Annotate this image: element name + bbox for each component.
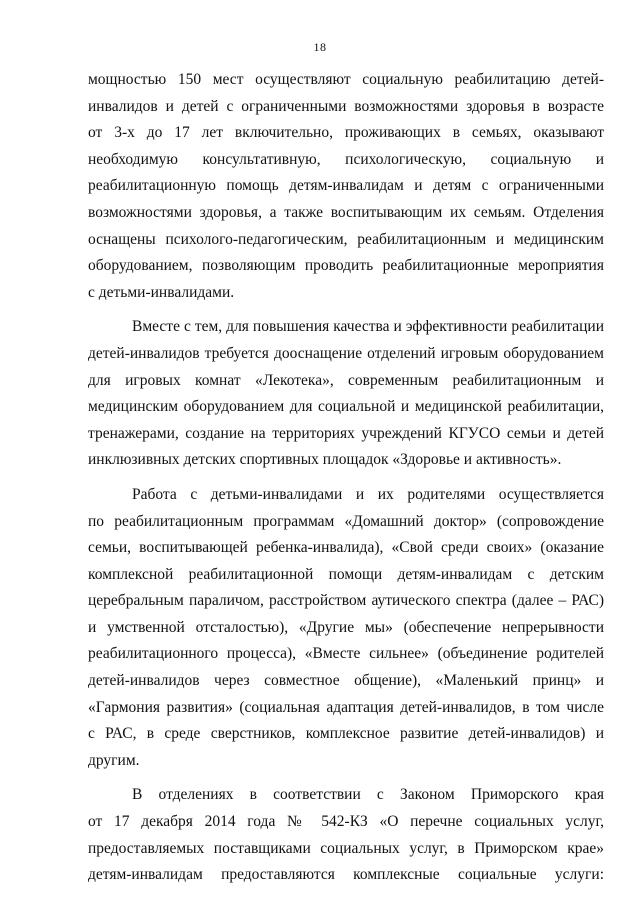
text-line: В отделениях в соответствии с Законом Приморского края [132,786,604,804]
text-line: мощностью 150 мест осуществляют социальную реабилитацию детей- [88,71,604,88]
text-line: инклюзивных детских спортивных площадок «Здоровье и активность». [88,451,562,469]
text-line: «Гармония развития» (социальная адаптация детей-инвалидов, в том числе [88,698,604,716]
text-line: с детьми-инвалидами. [88,283,235,301]
page-number: 18 [313,40,327,54]
text-line: с РАС, в среде сверстников, комплексное развитие детей-инвалидов) и [88,725,604,743]
text-line: Вместе с тем, для повышения качества и эффективности реабилитации [132,318,604,336]
text-line: для игровых комнат «Лекотека», современным реабилитационным и [88,371,604,389]
text-line: детей-инвалидов требуется дооснащение отделений игровым оборудованием [88,344,604,362]
paragraph-2 [88,314,604,474]
text-line: от 17 декабря 2014 года № 542-КЗ «О перечне социальных услуг, [88,813,604,831]
paragraph-4 [88,782,604,888]
text-line: другим. [88,751,140,769]
text-line: и умственной отсталостью), «Другие мы» (обеспечение непрерывности [88,618,604,636]
text-line: реабилитационную помощь детям-инвалидам и детям с ограниченными [88,177,604,195]
text-line: необходимую консультативную, психологическую, социальную и [88,150,604,168]
text-line: оборудованием, позволяющим проводить реабилитационные мероприятия [88,257,604,275]
text-line: детям-инвалидам предоставляются комплексные социальные услуги: [88,866,604,884]
text-line: Работа с детьми-инвалидами и их родителями осуществляется [132,485,604,503]
paragraph-1 [88,67,604,306]
text-line: детей-инвалидов через совместное общение), «Маленький принц» и [88,672,604,690]
text-line: комплексной реабилитационной помощи детям-инвалидам с детским [88,565,604,583]
text-line: семьи, воспитывающей ребенка-инвалида), «Свой среди своих» (оказание [88,539,604,557]
text-line: инвалидов и детей с ограниченными возможностями здоровья в возрасте [88,97,604,115]
text-line: церебральным параличом, расстройством аутического спектра (далее – РАС) [88,592,604,610]
text-line: от 3-х до 17 лет включительно, проживающих в семьях, оказывают [88,124,604,142]
text-line: тренажерами, создание на территориях учреждений КГУСО семьи и детей [88,424,604,442]
text-line: по реабилитационным программам «Домашний доктор» (сопровождение [88,512,604,530]
paragraph-3 [88,482,604,775]
text-line: возможностями здоровья, а также воспитывающим их семьям. Отделения [88,203,604,221]
text-line: реабилитационного процесса), «Вместе сильнее» (объединение родителей [88,645,604,663]
text-line: оснащены психолого-педагогическим, реабилитационным и медицинским [88,230,604,248]
text-line: медицинским оборудованием для социальной и медицинской реабилитации, [88,398,604,416]
document-body [88,67,604,889]
text-line: предоставляемых поставщиками социальных услуг, в Приморском крае» [88,839,604,857]
